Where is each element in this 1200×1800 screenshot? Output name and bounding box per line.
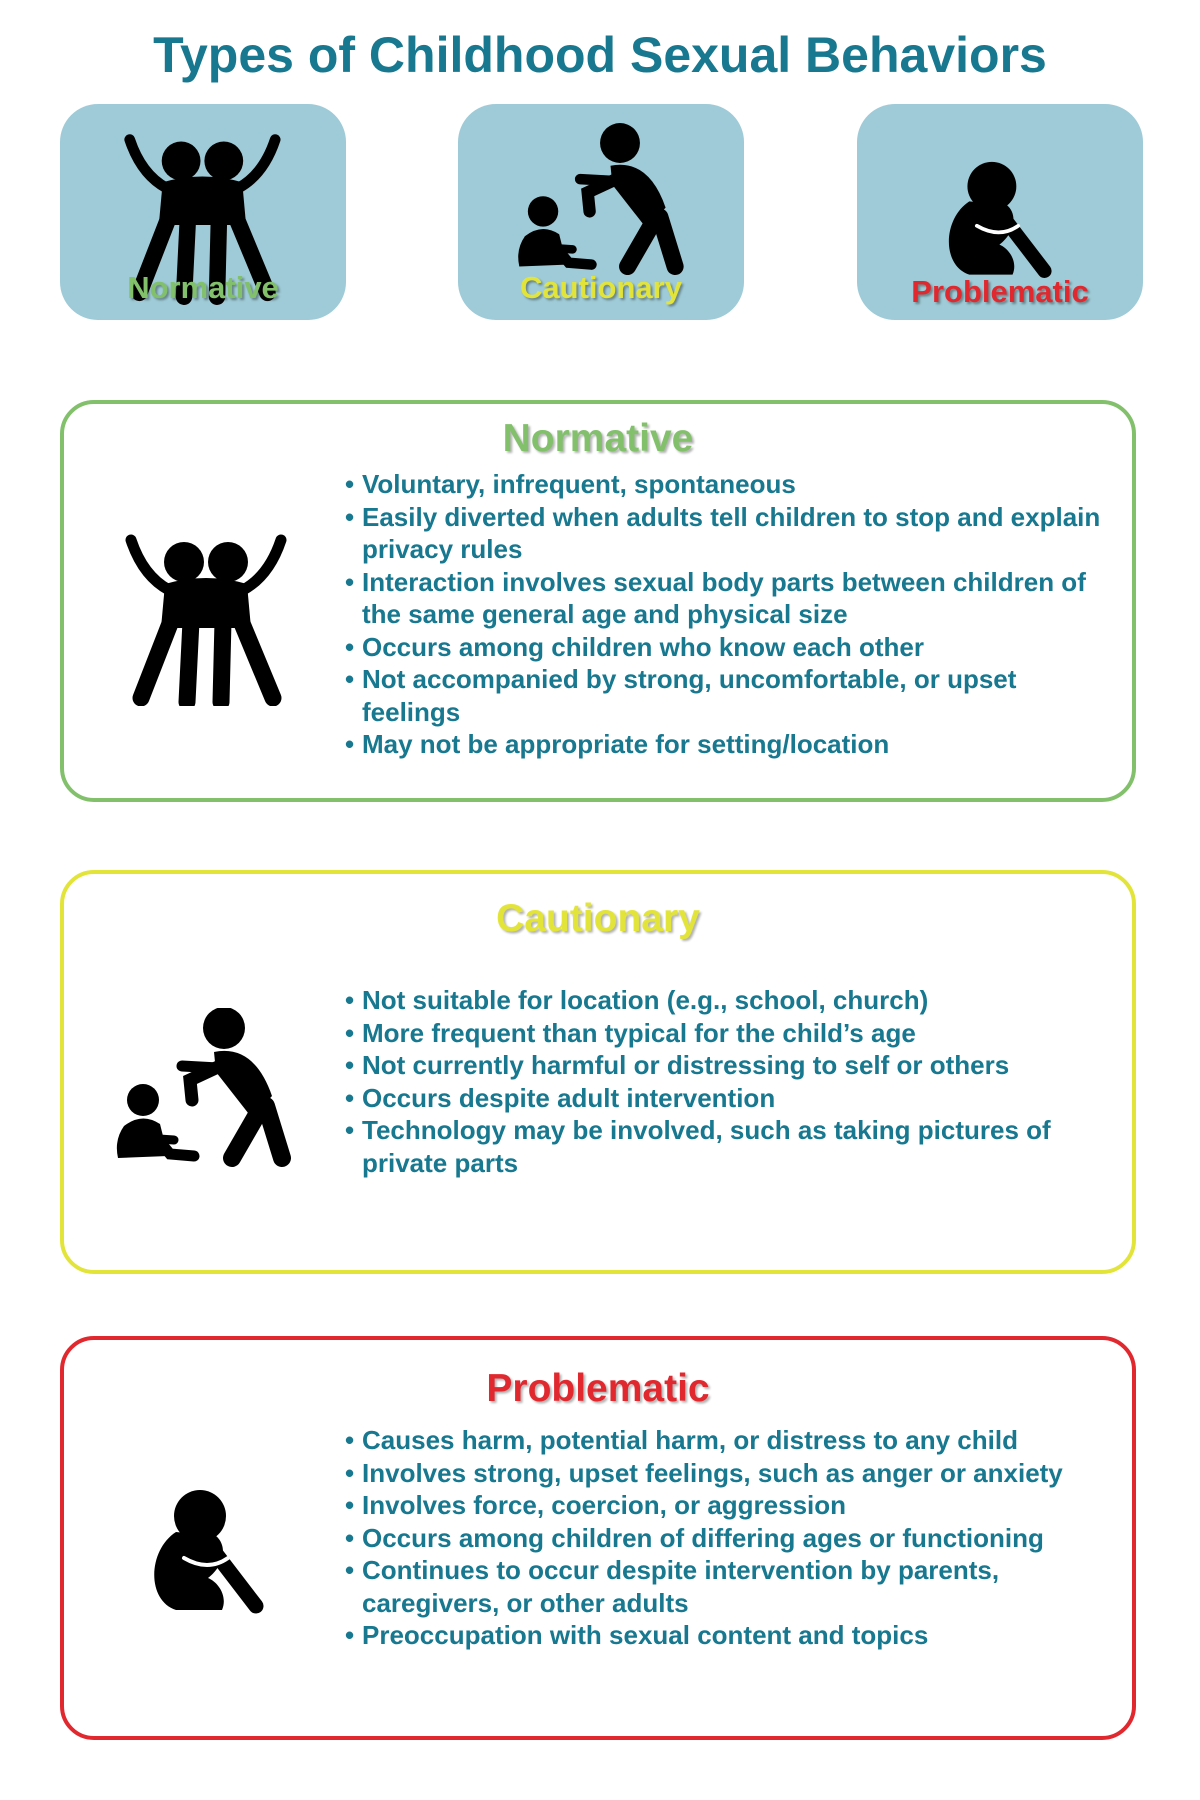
list-item: • May not be appropriate for setting/location [345,728,1115,761]
sad-child-icon [148,1488,266,1616]
tile-label-cautionary: Cautionary [520,270,682,305]
list-problematic [345,1424,1115,1652]
adult-and-child-icon [104,1008,300,1173]
list-cautionary [345,984,1115,1179]
list-item: • Involves strong, upset feelings, such as anger or anxiety [345,1457,1115,1490]
list-item: • Continues to occur despite intervention by parents, caregivers, or other adults [345,1554,1115,1619]
list-item: • Preoccupation with sexual content and topics [345,1619,1115,1652]
page-title: Types of Childhood Sexual Behaviors [153,27,1047,83]
tile-label-problematic: Problematic [911,274,1089,309]
panel-title-problematic: Problematic [486,1367,710,1410]
list-normative [345,468,1115,761]
list-item: • Causes harm, potential harm, or distress to any child [345,1424,1115,1457]
list-item: • Voluntary, infrequent, spontaneous [345,468,1115,501]
panel-problematic [60,1336,1136,1740]
list-item: • Not accompanied by strong, uncomfortable, or upset feelings [345,663,1115,728]
tile-normative [60,104,346,320]
list-item: • Occurs despite adult intervention [345,1082,1115,1115]
panel-title-cautionary: Cautionary [496,897,700,940]
tile-cautionary [458,104,744,320]
list-item: • More frequent than typical for the child’s age [345,1017,1115,1050]
list-item: • Not currently harmful or distressing to self or others [345,1049,1115,1082]
list-item: • Not suitable for location (e.g., school, church) [345,984,1115,1017]
panel-cautionary [60,870,1136,1274]
list-item: • Interaction involves sexual body parts between children of the same general age and physical size [345,566,1115,631]
list-item: • Technology may be involved, such as taking pictures of private parts [345,1114,1115,1179]
list-item: • Easily diverted when adults tell children to stop and explain privacy rules [345,501,1115,566]
two-friends-icon [121,526,293,706]
tile-problematic [857,104,1143,320]
list-item: • Occurs among children who know each other [345,631,1115,664]
panel-normative [60,400,1136,802]
list-item: • Occurs among children of differing ages or functioning [345,1522,1115,1555]
panel-title-normative: Normative [502,417,694,460]
list-item: • Involves force, coercion, or aggression [345,1489,1115,1522]
tile-label-normative: Normative [127,270,279,305]
